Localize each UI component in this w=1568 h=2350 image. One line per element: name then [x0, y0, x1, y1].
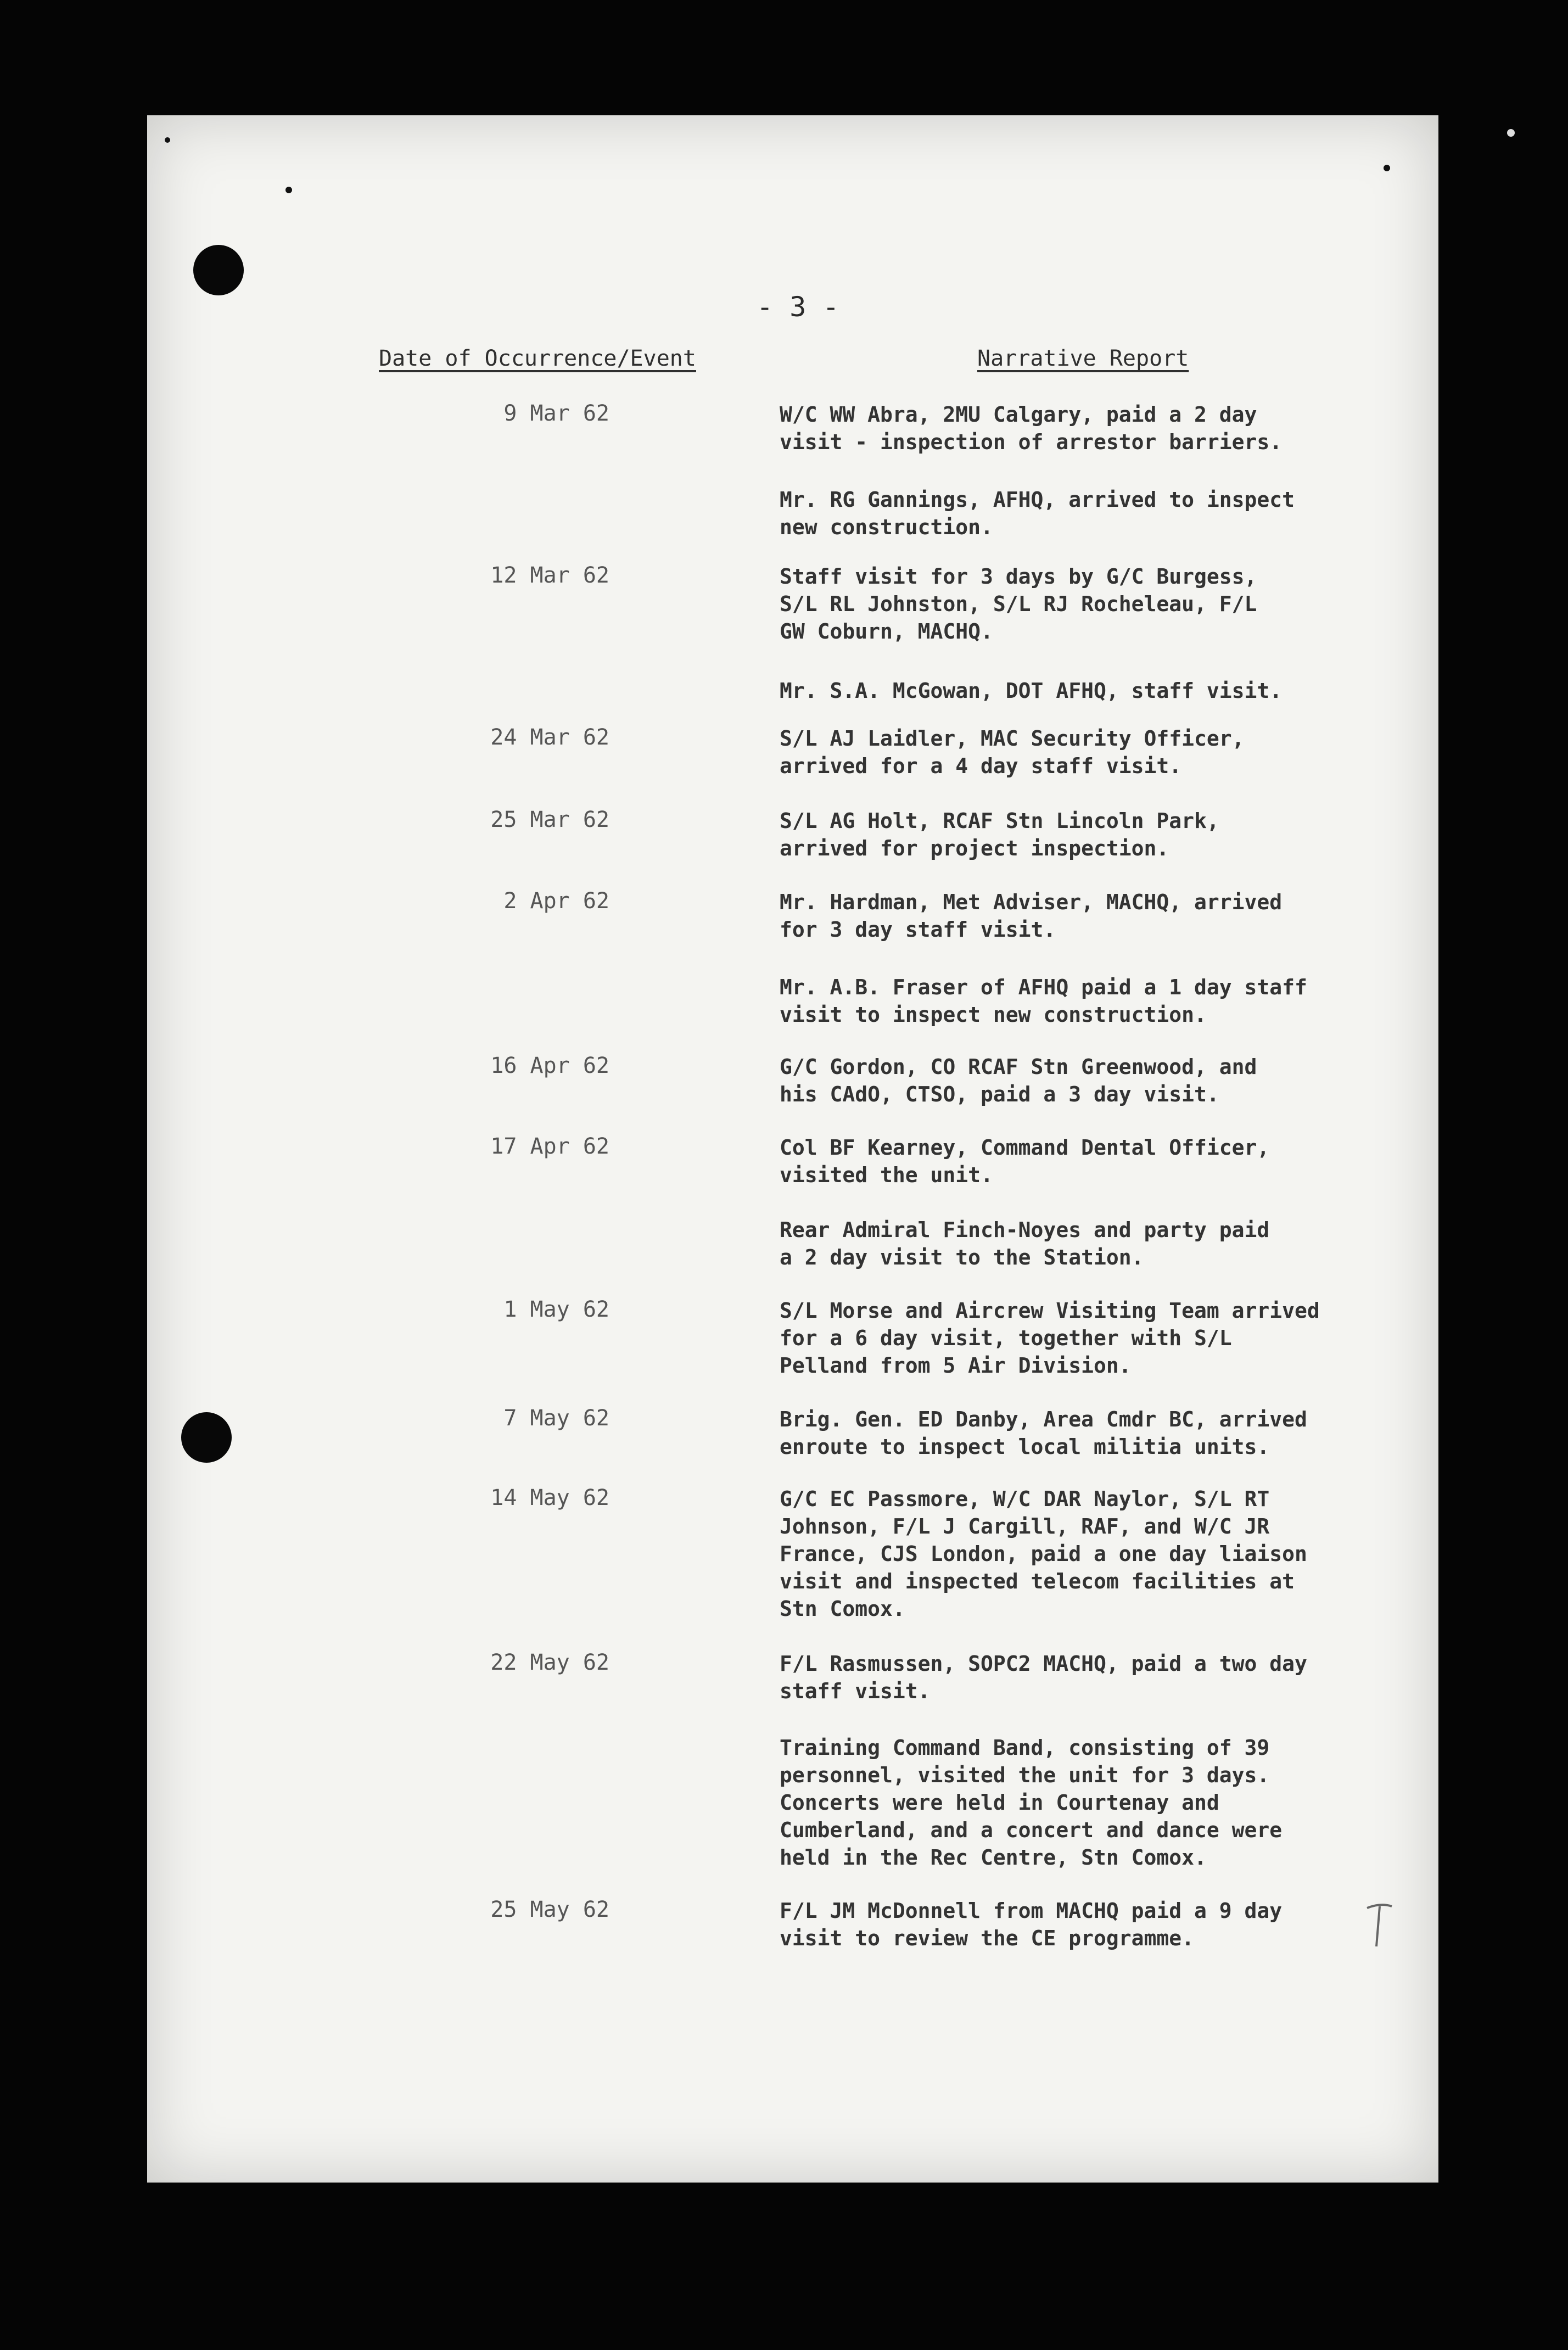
page-number: - 3 -	[757, 291, 839, 323]
entry-date: 7 May 62	[503, 1406, 609, 1431]
entry-date: 24 Mar 62	[490, 725, 609, 750]
entry-text: G/C Gordon, CO RCAF Stn Greenwood, and his CAdO, CTSO, paid a 3 day visit.	[780, 1055, 1257, 1106]
entry-date: 9 Mar 62	[503, 401, 609, 426]
entry-date: 22 May 62	[490, 1650, 609, 1675]
entry-text: G/C EC Passmore, W/C DAR Naylor, S/L RT Johnson, F/L J Cargill, RAF, and W/C JR France, CJS London, paid a one day liaison visit and inspected telecom facilities at Stn Comox.	[780, 1487, 1307, 1621]
entry-date: 12 Mar 62	[490, 563, 609, 588]
ink-speck	[285, 187, 292, 193]
entry-text: W/C WW Abra, 2MU Calgary, paid a 2 day visit - inspection of arrestor barriers.	[780, 402, 1283, 454]
entry-text: S/L Morse and Aircrew Visiting Team arrived for a 6 day visit, together with S/L Pelland from 5 Air Division.	[780, 1299, 1320, 1378]
entry-date: 14 May 62	[490, 1485, 609, 1510]
handwritten-margin-mark	[1364, 1900, 1397, 1949]
entry-text: S/L AJ Laidler, MAC Security Officer, arrived for a 4 day staff visit.	[780, 726, 1245, 778]
column-header-date: Date of Occurrence/Event	[379, 346, 696, 371]
entry-text: Brig. Gen. ED Danby, Area Cmdr BC, arrived enroute to inspect local militia units.	[780, 1407, 1307, 1459]
punch-hole-bottom	[181, 1412, 232, 1463]
entry-text: Rear Admiral Finch-Noyes and party paid a 2 day visit to the Station.	[780, 1218, 1270, 1269]
column-header-narrative: Narrative Report	[977, 346, 1189, 371]
punch-hole-top	[193, 245, 244, 295]
entry-date: 25 May 62	[490, 1897, 609, 1922]
entry-date: 17 Apr 62	[490, 1134, 609, 1159]
entry-text: F/L JM McDonnell from MACHQ paid a 9 day visit to review the CE programme.	[780, 1899, 1283, 1950]
entry-date: 2 Apr 62	[503, 888, 609, 914]
entry-date: 25 Mar 62	[490, 807, 609, 832]
entry-text: Mr. RG Gannings, AFHQ, arrived to inspect new construction.	[780, 488, 1295, 539]
entry-text: S/L AG Holt, RCAF Stn Lincoln Park, arrived for project inspection.	[780, 809, 1219, 860]
entry-text: Col BF Kearney, Command Dental Officer, visited the unit.	[780, 1135, 1270, 1187]
entry-text: Staff visit for 3 days by G/C Burgess, S/L RL Johnston, S/L RJ Rocheleau, F/L GW Coburn, MACHQ.	[780, 564, 1257, 644]
entry-text: Training Command Band, consisting of 39 personnel, visited the unit for 3 days. Concerts were held in Courtenay and Cumberland, and a concert and dance were held in the Rec Centre, Stn Comox.	[780, 1736, 1283, 1870]
entry-date: 16 Apr 62	[490, 1053, 609, 1078]
entry-text: Mr. A.B. Fraser of AFHQ paid a 1 day staff visit to inspect new construction.	[780, 975, 1307, 1027]
ink-speck	[165, 137, 170, 143]
entry-date: 1 May 62	[503, 1297, 609, 1322]
entry-text: Mr. Hardman, Met Adviser, MACHQ, arrived for 3 day staff visit.	[780, 890, 1283, 942]
ink-speck	[1384, 165, 1390, 171]
entry-text: Mr. S.A. McGowan, DOT AFHQ, staff visit.	[780, 679, 1283, 703]
ink-speck	[1507, 129, 1515, 137]
entry-text: F/L Rasmussen, SOPC2 MACHQ, paid a two day staff visit.	[780, 1652, 1307, 1703]
